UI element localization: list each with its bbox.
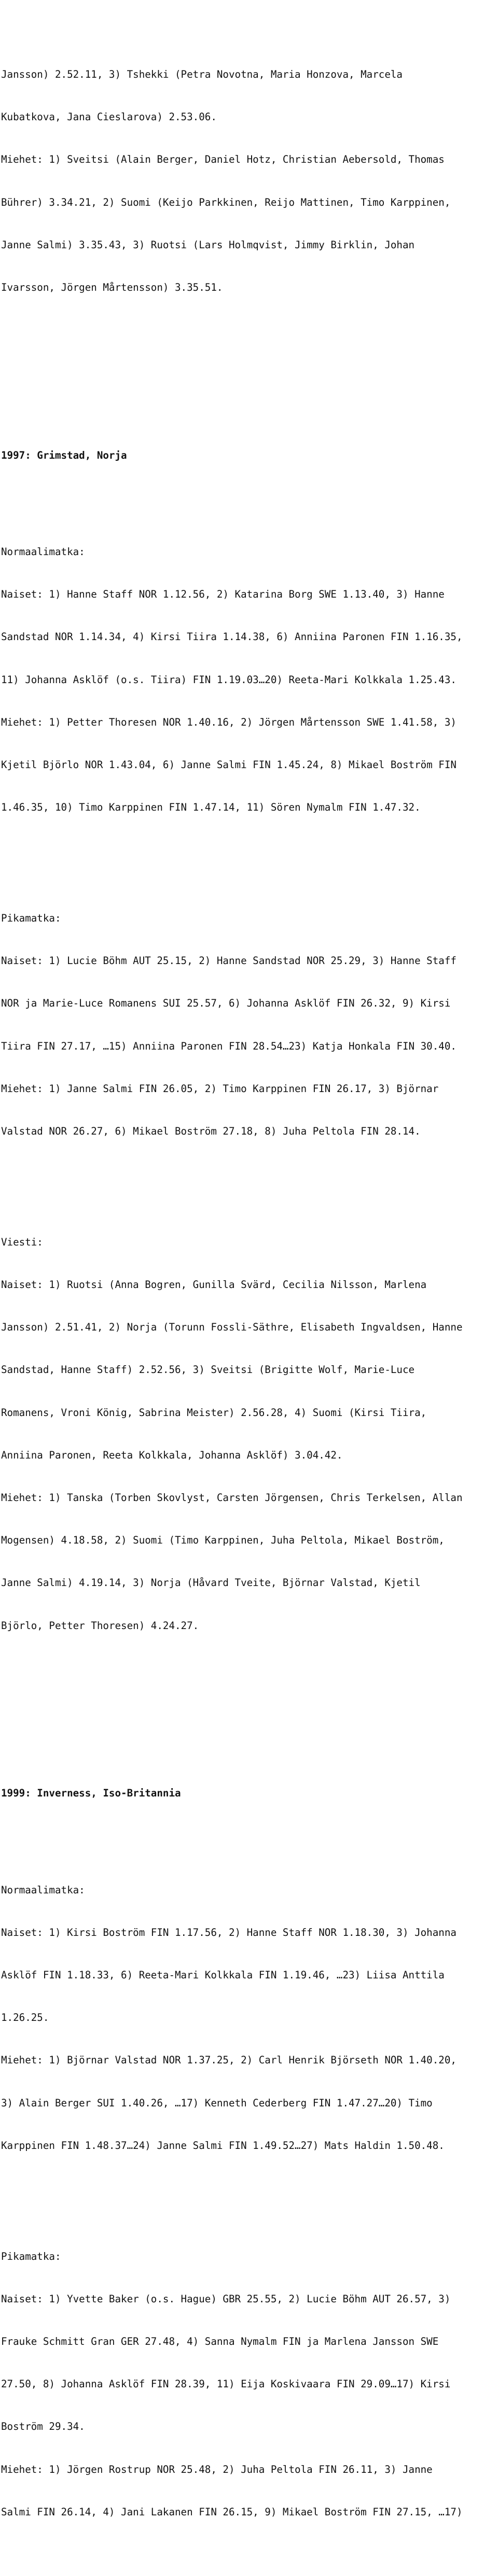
section-heading: 1999: Inverness, Iso-Britannia xyxy=(1,1787,181,1800)
section-heading: 1997: Grimstad, Norja xyxy=(1,449,127,461)
text-line: Naiset: 1) Ruotsi (Anna Bogren, Gunilla Svärd, Cecilia Nilsson, Marlena xyxy=(1,1279,427,1291)
text-line: Janne Salmi) 3.35.43, 3) Ruotsi (Lars Holmqvist, Jimmy Birklin, Johan xyxy=(1,238,415,251)
text-line: Kjetil Björlo NOR 1.43.04, 6) Janne Salmi FIN 1.45.24, 8) Mikael Boström FIN xyxy=(1,758,457,771)
text-line: Ivarsson, Jörgen Mårtensson) 3.35.51. xyxy=(1,281,223,294)
text-line: Naiset: 1) Lucie Böhm AUT 25.15, 2) Hanne Sandstad NOR 25.29, 3) Hanne Staff xyxy=(1,955,457,967)
short-distance-label: Pikamatka: xyxy=(1,912,61,924)
section-1999 xyxy=(1,1758,498,2547)
text-line: Salmi FIN 26.14, 4) Jani Lakanen FIN 26.15, 9) Mikael Boström FIN 27.15, …17) xyxy=(1,2506,463,2518)
text-line: Anniina Paronen, Reeta Kolkkala, Johanna Asklöf) 3.04.42. xyxy=(1,1449,343,1461)
text-line: Miehet: 1) Jörgen Rostrup NOR 25.48, 2) Juha Peltola FIN 26.11, 3) Janne xyxy=(1,2463,433,2475)
text-line: 27.50, 8) Johanna Asklöf FIN 28.39, 11) Eija Koskivaara FIN 29.09…17) Kirsi xyxy=(1,2378,451,2390)
text-line: Tiira FIN 27.17, …15) Anniina Paronen FIN 28.54…23) Katja Honkala FIN 30.40. xyxy=(1,1040,457,1052)
text-line: Asklöf FIN 1.18.33, 6) Reeta-Mari Kolkkala FIN 1.19.46, …23) Liisa Anttila xyxy=(1,1969,445,1981)
text-line: Miehet: 1) Björnar Valstad NOR 1.37.25, 2) Carl Henrik Björseth NOR 1.40.20, xyxy=(1,2054,457,2067)
text-line: 1.26.25. xyxy=(1,2012,49,2024)
text-line: Frauke Schmitt Gran GER 27.48, 4) Sanna Nymalm FIN ja Marlena Jansson SWE xyxy=(1,2335,439,2347)
normal-distance-label: Normaalimatka: xyxy=(1,545,85,558)
text-line: Miehet: 1) Tanska (Torben Skovlyst, Carsten Jörgensen, Chris Terkelsen, Allan xyxy=(1,1492,463,1504)
relay-label: Viesti: xyxy=(1,1236,43,1248)
text-line: Björlo, Petter Thoresen) 4.24.27. xyxy=(1,1619,199,1632)
text-line: Naiset: 1) Yvette Baker (o.s. Hague) GBR 25.55, 2) Lucie Böhm AUT 26.57, 3) xyxy=(1,2292,451,2305)
normal-distance-label: Normaalimatka: xyxy=(1,1884,85,1896)
text-line: Miehet: 1) Petter Thoresen NOR 1.40.16, 2) Jörgen Mårtensson SWE 1.41.58, 3) xyxy=(1,716,457,728)
text-line: Janne Salmi) 4.19.14, 3) Norja (Håvard Tveite, Björnar Valstad, Kjetil xyxy=(1,1577,421,1589)
text-line: 11) Johanna Asklöf (o.s. Tiira) FIN 1.19.03…20) Reeta-Mari Kolkkala 1.25.43. xyxy=(1,673,457,686)
text-line: Jansson) 2.52.11, 3) Tshekki (Petra Novotna, Maria Honzova, Marcela xyxy=(1,68,403,81)
section-1997 xyxy=(1,420,498,1661)
short-distance-label: Pikamatka: xyxy=(1,2250,61,2262)
intro-block xyxy=(1,39,498,323)
text-line: Boström 29.34. xyxy=(1,2421,85,2433)
text-line: Sandstad, Hanne Staff) 2.52.56, 3) Sveitsi (Brigitte Wolf, Marie-Luce xyxy=(1,1364,415,1376)
text-line: Valstad NOR 26.27, 6) Mikael Boström 27.18, 8) Juha Peltola FIN 28.14. xyxy=(1,1125,421,1137)
results-document xyxy=(1,0,498,2576)
text-line: Bührer) 3.34.21, 2) Suomi (Keijo Parkkinen, Reijo Mattinen, Timo Karppinen, xyxy=(1,196,451,208)
text-line: Sandstad NOR 1.14.34, 4) Kirsi Tiira 1.14.38, 6) Anniina Paronen FIN 1.16.35, xyxy=(1,631,463,643)
text-line: NOR ja Marie-Luce Romanens SUI 25.57, 6) Johanna Asklöf FIN 26.32, 9) Kirsi xyxy=(1,997,451,1010)
text-line: Naiset: 1) Hanne Staff NOR 1.12.56, 2) Katarina Borg SWE 1.13.40, 3) Hanne xyxy=(1,588,445,601)
text-line: Miehet: 1) Sveitsi (Alain Berger, Daniel Hotz, Christian Aebersold, Thomas xyxy=(1,153,445,166)
text-line: Mogensen) 4.18.58, 2) Suomi (Timo Karppinen, Juha Peltola, Mikael Boström, xyxy=(1,1534,445,1547)
text-line: Miehet: 1) Janne Salmi FIN 26.05, 2) Timo Karppinen FIN 26.17, 3) Björnar xyxy=(1,1082,439,1095)
text-line: 3) Alain Berger SUI 1.40.26, …17) Kenneth Cederberg FIN 1.47.27…20) Timo xyxy=(1,2097,433,2109)
text-line: Kubatkova, Jana Cieslarova) 2.53.06. xyxy=(1,111,217,123)
text-line: Jansson) 2.51.41, 2) Norja (Torunn Fossli-Säthre, Elisabeth Ingvaldsen, Hanne xyxy=(1,1321,463,1334)
text-line: Naiset: 1) Kirsi Boström FIN 1.17.56, 2) Hanne Staff NOR 1.18.30, 3) Johanna xyxy=(1,1926,457,1938)
text-line: 1.46.35, 10) Timo Karppinen FIN 1.47.14, 11) Sören Nymalm FIN 1.47.32. xyxy=(1,801,421,814)
text-line: Karppinen FIN 1.48.37…24) Janne Salmi FIN 1.49.52…27) Mats Haldin 1.50.48. xyxy=(1,2139,445,2152)
text-line: Romanens, Vroni König, Sabrina Meister) 2.56.28, 4) Suomi (Kirsi Tiira, xyxy=(1,1406,427,1419)
